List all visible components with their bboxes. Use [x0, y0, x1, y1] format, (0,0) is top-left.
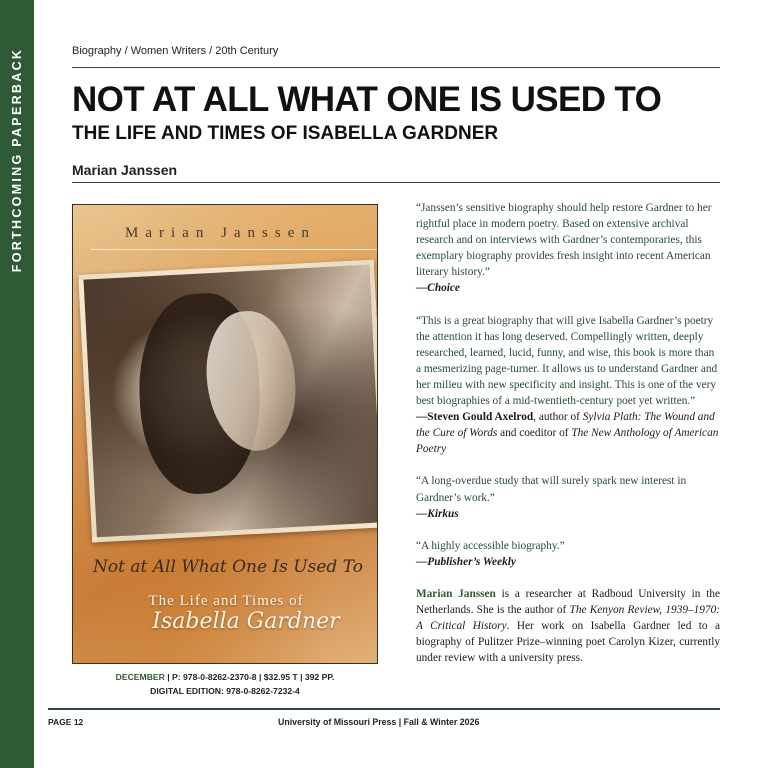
quote-text: “A long-overdue study that will surely spark new interest in Gardner’s work.” — [416, 475, 687, 504]
pub-details: | P: 978-0-8262-2370-8 | $32.95 T | 392 PP. — [164, 672, 335, 682]
author-bio — [416, 586, 720, 666]
book-subtitle: THE LIFE AND TIMES OF ISABELLA GARDNER — [72, 123, 499, 144]
quote-attribution: —Kirkus — [416, 507, 459, 520]
book-title: NOT AT ALL WHAT ONE IS USED TO — [72, 80, 662, 119]
top-rule — [72, 67, 720, 68]
bio-name: Marian Janssen — [416, 587, 496, 600]
cover-title: Not at All What One Is Used To — [93, 557, 363, 577]
side-band — [0, 0, 34, 768]
bio-book: The Kenyon Review, 1939–1970: A Critical History — [416, 603, 720, 633]
attribution-book: The New Anthology of American Poetry — [416, 427, 719, 456]
quote-attribution: —Choice — [416, 282, 460, 295]
page-number: PAGE 12 — [48, 717, 84, 727]
quote-text: “A highly accessible biography.” — [416, 539, 565, 552]
pub-month: DECEMBER — [115, 672, 165, 682]
pub-digital: DIGITAL EDITION: 978-0-8262-7232-4 — [150, 686, 300, 696]
footer-rule — [48, 708, 720, 710]
side-label: FORTHCOMING PAPERBACK — [10, 47, 24, 273]
quotes-column — [416, 200, 720, 666]
press-footer: University of Missouri Press | Fall & Winter 2026 — [278, 717, 480, 727]
quote-publishers-weekly — [416, 538, 720, 570]
author-rule — [72, 182, 720, 183]
bio-text: is a researcher at Radboud University in the Netherlands. She is the author of — [416, 587, 720, 616]
book-cover — [72, 204, 378, 664]
publication-info — [72, 670, 378, 698]
cover-photo — [78, 259, 378, 542]
quote-choice — [416, 200, 720, 297]
quote-text: “Janssen’s sensitive biography should help restore Gardner to her rightful place in modern poetry. Based on extensive archival research and on interviews with Gardner’s contemporaries, this exemplary biography provides fresh insight into recent American literary history.” — [416, 202, 712, 279]
category-breadcrumb: Biography / Women Writers / 20th Century — [72, 45, 279, 57]
cover-name: Isabella Gardner — [152, 609, 340, 634]
cover-subtitle: The Life and Times of — [148, 593, 304, 609]
quote-attribution: —Publisher’s Weekly — [416, 555, 516, 568]
quote-attribution — [416, 409, 720, 457]
quote-axelrod — [416, 313, 720, 458]
attribution-text: and coeditor of — [497, 427, 572, 440]
cover-rule — [91, 249, 377, 250]
book-author: Marian Janssen — [72, 162, 178, 178]
bio-text: . Her work on Isabella Gardner led to a biography of Pulitzer Prize–winning poet Carolyn Kizer, currently under review with a university press. — [416, 620, 720, 665]
attribution-text: , author of — [533, 411, 583, 424]
quote-text: “This is a great biography that will give Isabella Gardner’s poetry the attention it has long deserved. Compellingly written, deeply researched, learned, lucid, funny, and wise, this book is more than a mesmerizing page-turner. It allows us to understand Gardner and her milieu with new specificity and insight. This is one of the very best biographies of a mid-twentieth-century poet yet written.” — [416, 314, 718, 408]
attribution-book: Sylvia Plath: The Wound and the Cure of Words — [416, 411, 715, 440]
quote-kirkus — [416, 473, 720, 521]
cover-author: Marian Janssen — [125, 225, 316, 241]
attribution-name: —Steven Gould Axelrod — [416, 411, 534, 424]
